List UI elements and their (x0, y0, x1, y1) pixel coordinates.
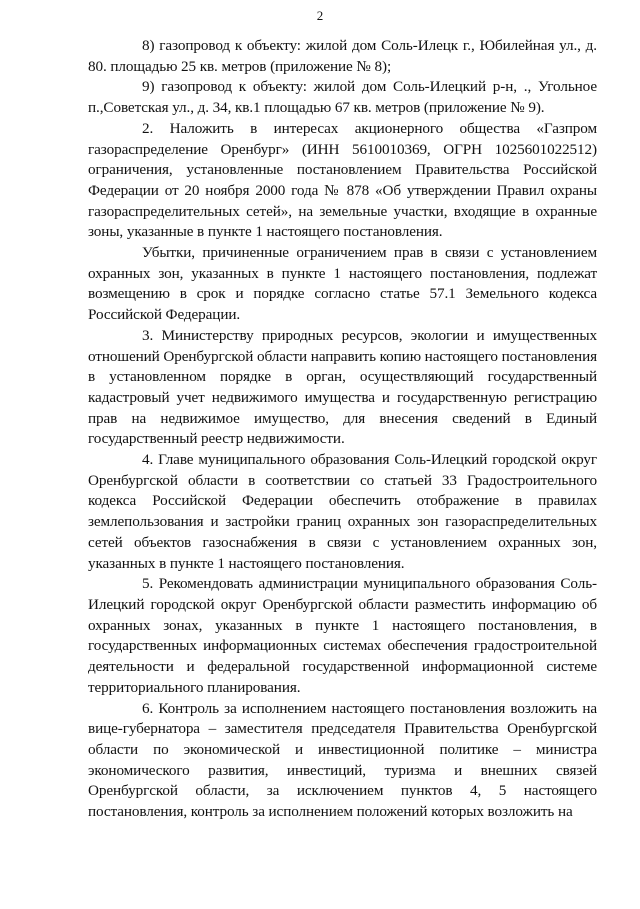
paragraph-clause-6: 6. Контроль за исполнением настоящего постановления возложить на вице-губернатора – заместителя председателя Правительства Оренбургской области по экономической и инвестиционной политике – министра экономического развития, инвестиций, туризма и внешних связей Оренбургской области, за исключением пунктов 4, 5 настоящего постановления, контроль за исполнением положений которых возложить на (88, 699, 597, 821)
paragraph-losses: Убытки, причиненные ограничением прав в связи с установлением охранных зон, указанных в пункте 1 настоящего постановления, подлежат возмещению в срок и порядке согласно статье 57.1 Земельного кодекса Российской Федерации. (88, 244, 597, 324)
page-number: 2 (316, 8, 324, 23)
paragraph-clause-3: 3. Министерству природных ресурсов, экологии и имущественных отношений Оренбургской области направить копию настоящего постановления в установленном порядке в орган, осуществляющий государственный кадастровый учет недвижимого имущества и государственную регистрацию прав на недвижимое имущество, для внесения сведений в Единый государственный реестр недвижимости. (88, 326, 597, 448)
paragraph-clause-2: 2. Наложить в интересах акционерного общества «Газпром газораспределение Оренбург» (ИНН 5610010369, ОГРН 1025601022512) ограничения, установленные постановлением Правительства Российской Федерации от 20 ноября 2000 года № 878 «Об утверждении Правил охраны газораспределительных сетей», на земельные участки, входящие в охранные зоны, указанные в пункте 1 настоящего постановления. (88, 119, 597, 241)
paragraph-item-9: 9) газопровод к объекту: жилой дом Соль-Илецкий р-н, ., Угольное п.,Советская ул., д. 34, кв.1 площадью 67 кв. метров (приложение № 9). (88, 78, 597, 117)
paragraph-clause-4: 4. Главе муниципального образования Соль-Илецкий городской округ Оренбургской области в соответствии со статьей 33 Градостроительного кодекса Российской Федерации обеспечить отображение в правилах землепользования и застройки границ охранных зон газораспределительных сетей объектов газоснабжения в связи с установлением охранных зон, указанных в пункте 1 настоящего постановления. (88, 451, 597, 572)
paragraph-item-8: 8) газопровод к объекту: жилой дом Соль-Илецк г., Юбилейная ул., д. 80. площадью 25 кв. метров (приложение № 8); (88, 37, 597, 75)
document-body (88, 36, 597, 823)
paragraph-clause-5: 5. Рекомендовать администрации муниципального образования Соль-Илецкий городской округ Оренбургской области разместить информацию об охранных зонах, указанных в пункте 1 настоящего постановления, в государственных информационных системах обеспечения градостроительной деятельности и федеральной государственной информационной системе территориального планирования. (88, 575, 597, 696)
